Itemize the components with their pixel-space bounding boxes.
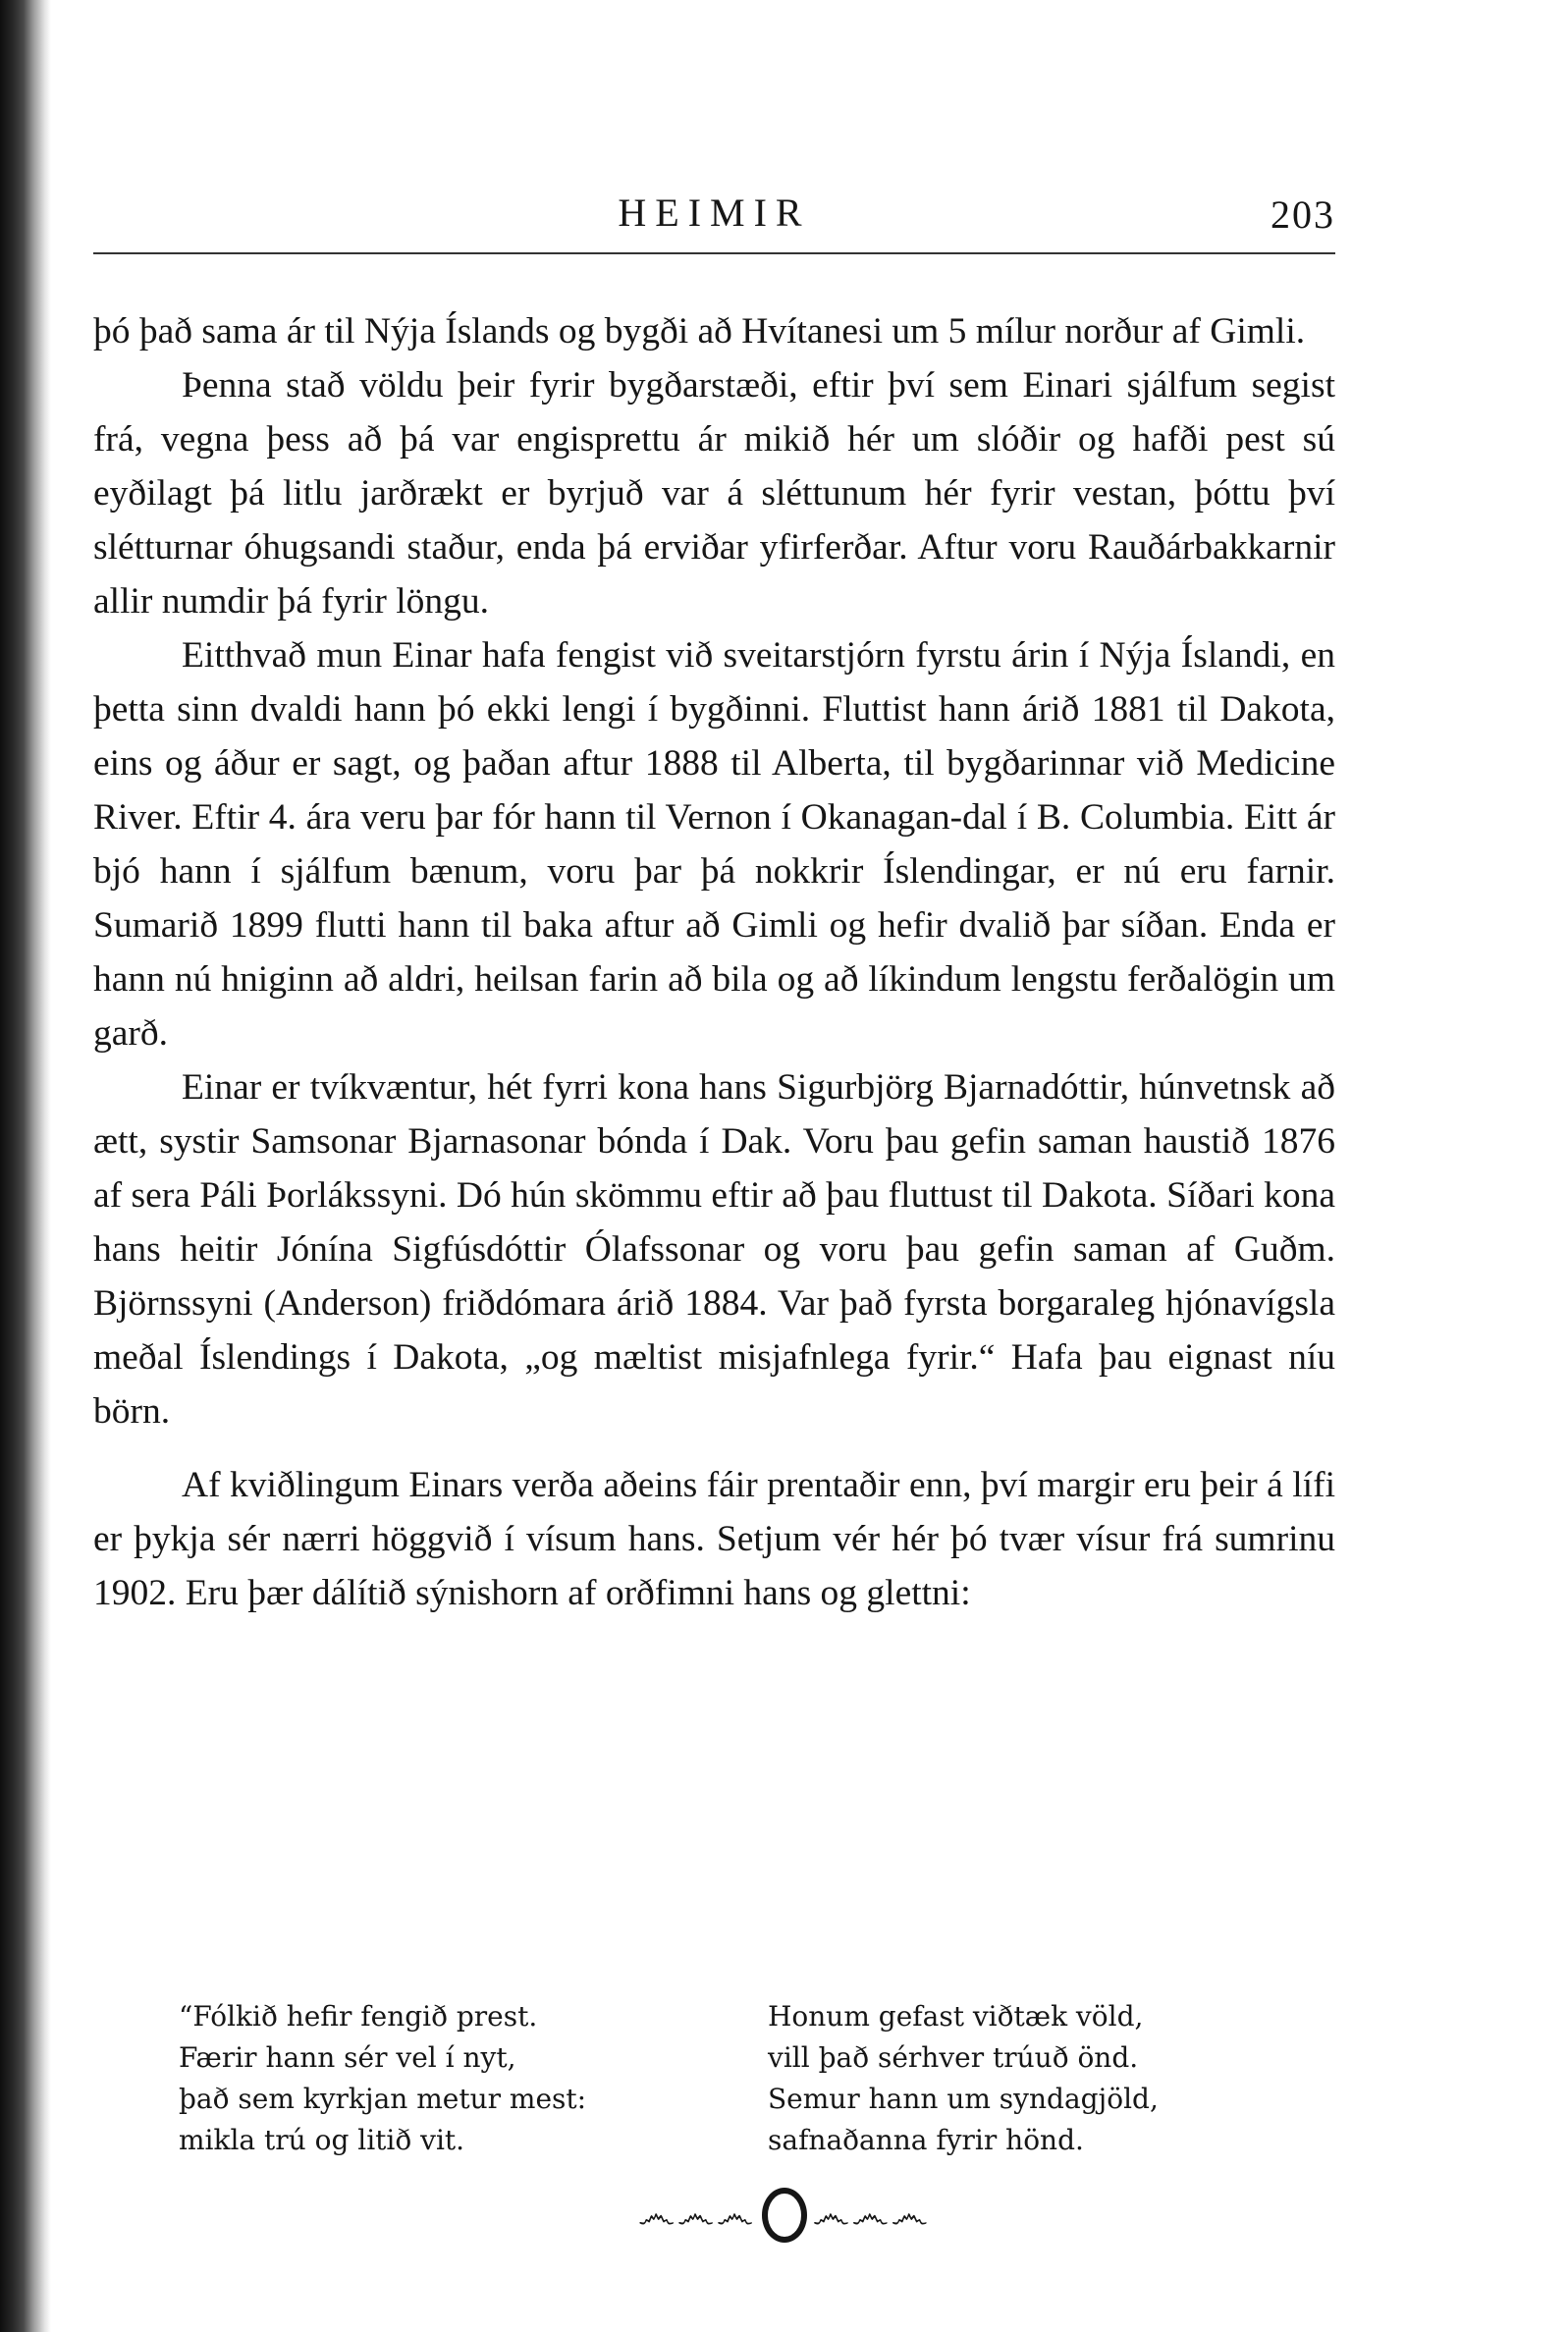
verse-line: “Fólkið hefir fengið prest.	[179, 2000, 538, 2033]
page-number: 203	[1271, 192, 1335, 237]
verse-line: það sem kyrkjan metur mest:	[179, 2083, 587, 2115]
header-rule	[93, 252, 1335, 254]
verse-line: mikla trú og litið vit.	[179, 2124, 465, 2156]
verse-line: safnaðanna fyrir hönd.	[768, 2124, 1084, 2156]
ornament-right-scroll-icon: ෴෴෴	[812, 2193, 931, 2238]
verse-line: Færir hann sér vel í nyt,	[179, 2041, 516, 2074]
paragraph-1: þó það sama ár til Nýja Íslands og bygði að Hvítanesi um 5 mílur norður af Gimli.	[93, 311, 1306, 352]
paragraph-4: Einar er tvíkvæntur, hét fyrri kona hans Sigurbjörg Bjarnadóttir, húnvetnsk að ætt, systir Samsonar Bjarnasonar bónda í Dak. Voru þau gefin saman haustið 1876 af sera Páli Þorlákssyni. Dó hún skömmu eftir að þau fluttust til Dakota. Síðari kona hans heitir Jónína Sigfúsdóttir Ólafssonar og voru þau gefin saman af Guðm. Björnssyni (Anderson) friðdómara árið 1884. Var það fyrsta borgaraleg hjónavígsla meðal Íslendings í Dakota, „og mæltist misjafnlega fyrir.“ Hafa þau eignast níu börn.	[93, 1067, 1335, 1432]
binding-edge	[0, 0, 51, 2332]
verse-line: Semur hann um syndagjöld,	[768, 2083, 1159, 2115]
ornament-divider-icon	[0, 2188, 1568, 2243]
page-header	[93, 182, 1335, 260]
stanza-right	[768, 1996, 1278, 2161]
running-title: HEIMIR	[618, 190, 811, 235]
paragraph-5: Af kviðlingum Einars verða aðeins fáir prentaðir enn, því margir eru þeir á lífi er þykja sér nærri höggvið í vísum hans. Setjum vér hér þó tvær vísur frá sumrinu 1902. Eru þær dálítið sýnishorn af orðfimni hans og glettni:	[93, 1465, 1335, 1613]
verse-line: vill það sérhver trúuð önd.	[768, 2041, 1139, 2074]
body-text	[93, 304, 1335, 1620]
verse-block	[179, 1996, 1278, 2161]
ornament-center-ring-icon	[762, 2188, 807, 2243]
paragraph-3: Eitthvað mun Einar hafa fengist við sveitarstjórn fyrstu árin í Nýja Íslandi, en þetta sinn dvaldi hann þó ekki lengi í bygðinni. Fluttist hann árið 1881 til Dakota, eins og áður er sagt, og þaðan aftur 1888 til Alberta, til bygðarinnar við Medicine River. Eftir 4. ára veru þar fór hann til Vernon í Okanagan-dal í B. Columbia. Eitt ár bjó hann í sjálfum bænum, voru þar þá nokkrir Íslendingar, er nú eru farnir. Sumarið 1899 flutti hann til baka aftur að Gimli og hefir dvalið þar síðan. Enda er hann nú hniginn að aldri, heilsan farin að bila og að líkindum lengstu ferðalögin um garð.	[93, 635, 1335, 1054]
stanza-left	[179, 1996, 689, 2161]
paragraph-2: Þenna stað völdu þeir fyrir bygðarstæði, eftir því sem Einari sjálfum segist frá, vegna þess að þá var engisprettu ár mikið hér um slóðir og hafði pest sú eyðilagt þá litlu jarðrækt er byrjuð var á sléttunum hér fyrir vestan, þóttu því slétturnar óhugsandi staður, enda þá erviðar yfirferðar. Aftur voru Rauðárbakkarnir allir numdir þá fyrir löngu.	[93, 365, 1335, 622]
ornament-left-scroll-icon: ෴෴෴	[637, 2193, 756, 2238]
verse-line: Honum gefast viðtæk völd,	[768, 2000, 1144, 2033]
